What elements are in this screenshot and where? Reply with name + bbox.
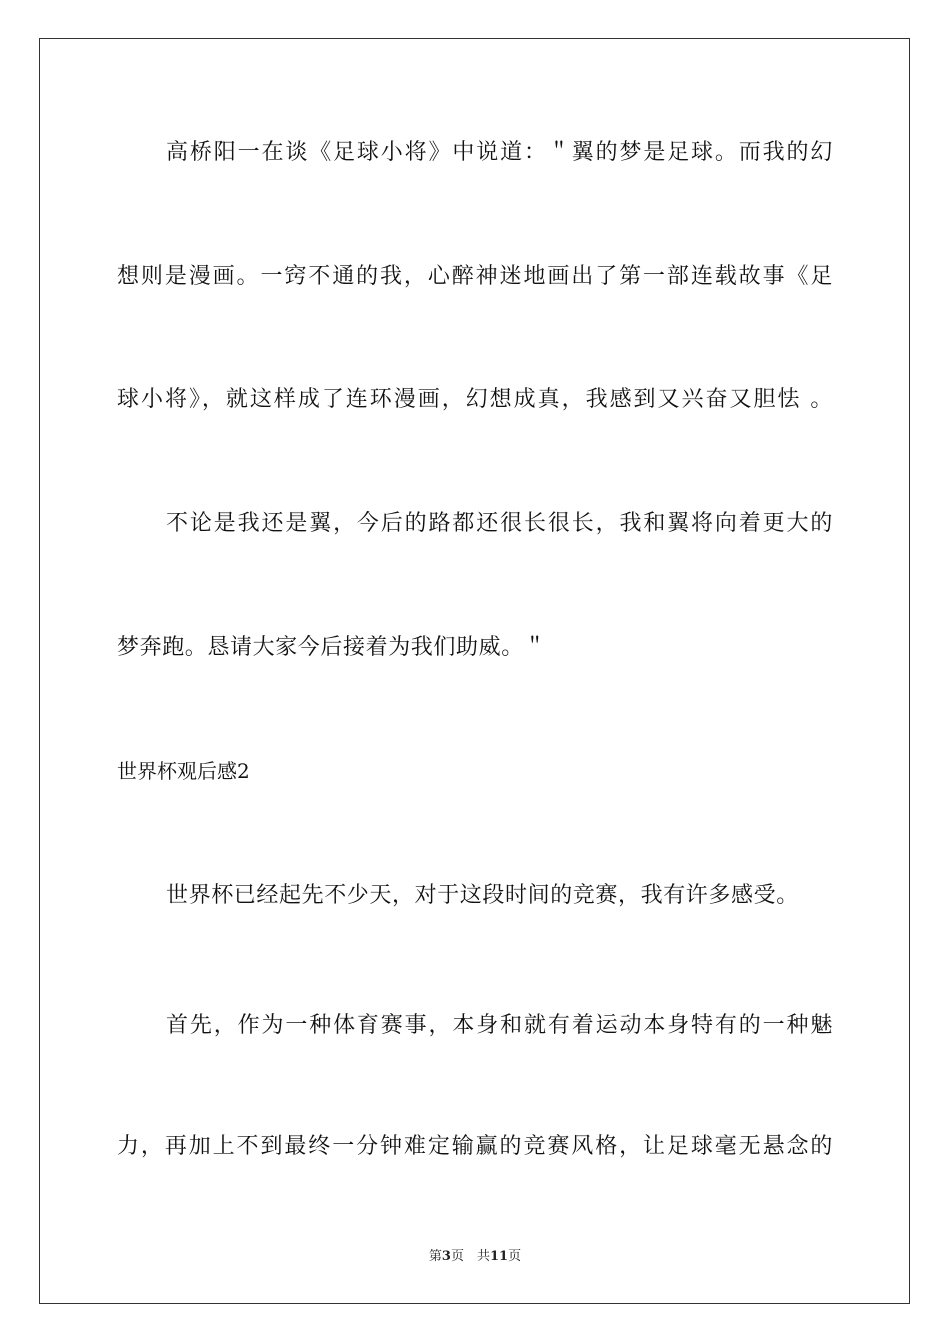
footer-suffix: 页 [508, 1249, 522, 1264]
footer-prefix: 第 [428, 1249, 442, 1264]
footer-total-pages: 11 [489, 1249, 509, 1264]
body-line-5: 梦奔跑。恳请大家今后接着为我们助威。＂ [117, 635, 547, 660]
body-line-2: 想则是漫画。一窍不通的我，心醉神迷地画出了第一部连载故事《足 [117, 264, 833, 289]
body-line-4: 不论是我还是翼，今后的路都还很长很长，我和翼将向着更大的 [166, 511, 833, 536]
body-line-7: 首先，作为一种体育赛事，本身和就有着运动本身特有的一种魅 [166, 1013, 833, 1038]
section-heading: 世界杯观后感2 [117, 759, 250, 783]
footer-mid: 页 共 [450, 1249, 490, 1264]
body-line-3: 球小将》，就这样成了连环漫画，幻想成真，我感到又兴奋又胆怯 。 [117, 387, 833, 412]
footer-current-page: 3 [441, 1249, 451, 1264]
page-border [39, 38, 910, 1304]
body-line-8: 力，再加上不到最终一分钟难定输赢的竞赛风格，让足球毫无悬念的 [117, 1134, 833, 1159]
body-line-1: 高桥阳一在谈《足球小将》中说道：＂翼的梦是足球。而我的幻 [166, 140, 833, 165]
body-line-6: 世界杯已经起先不少天，对于这段时间的竞赛，我有许多感受。 [166, 883, 799, 908]
page-footer [0, 1249, 950, 1265]
